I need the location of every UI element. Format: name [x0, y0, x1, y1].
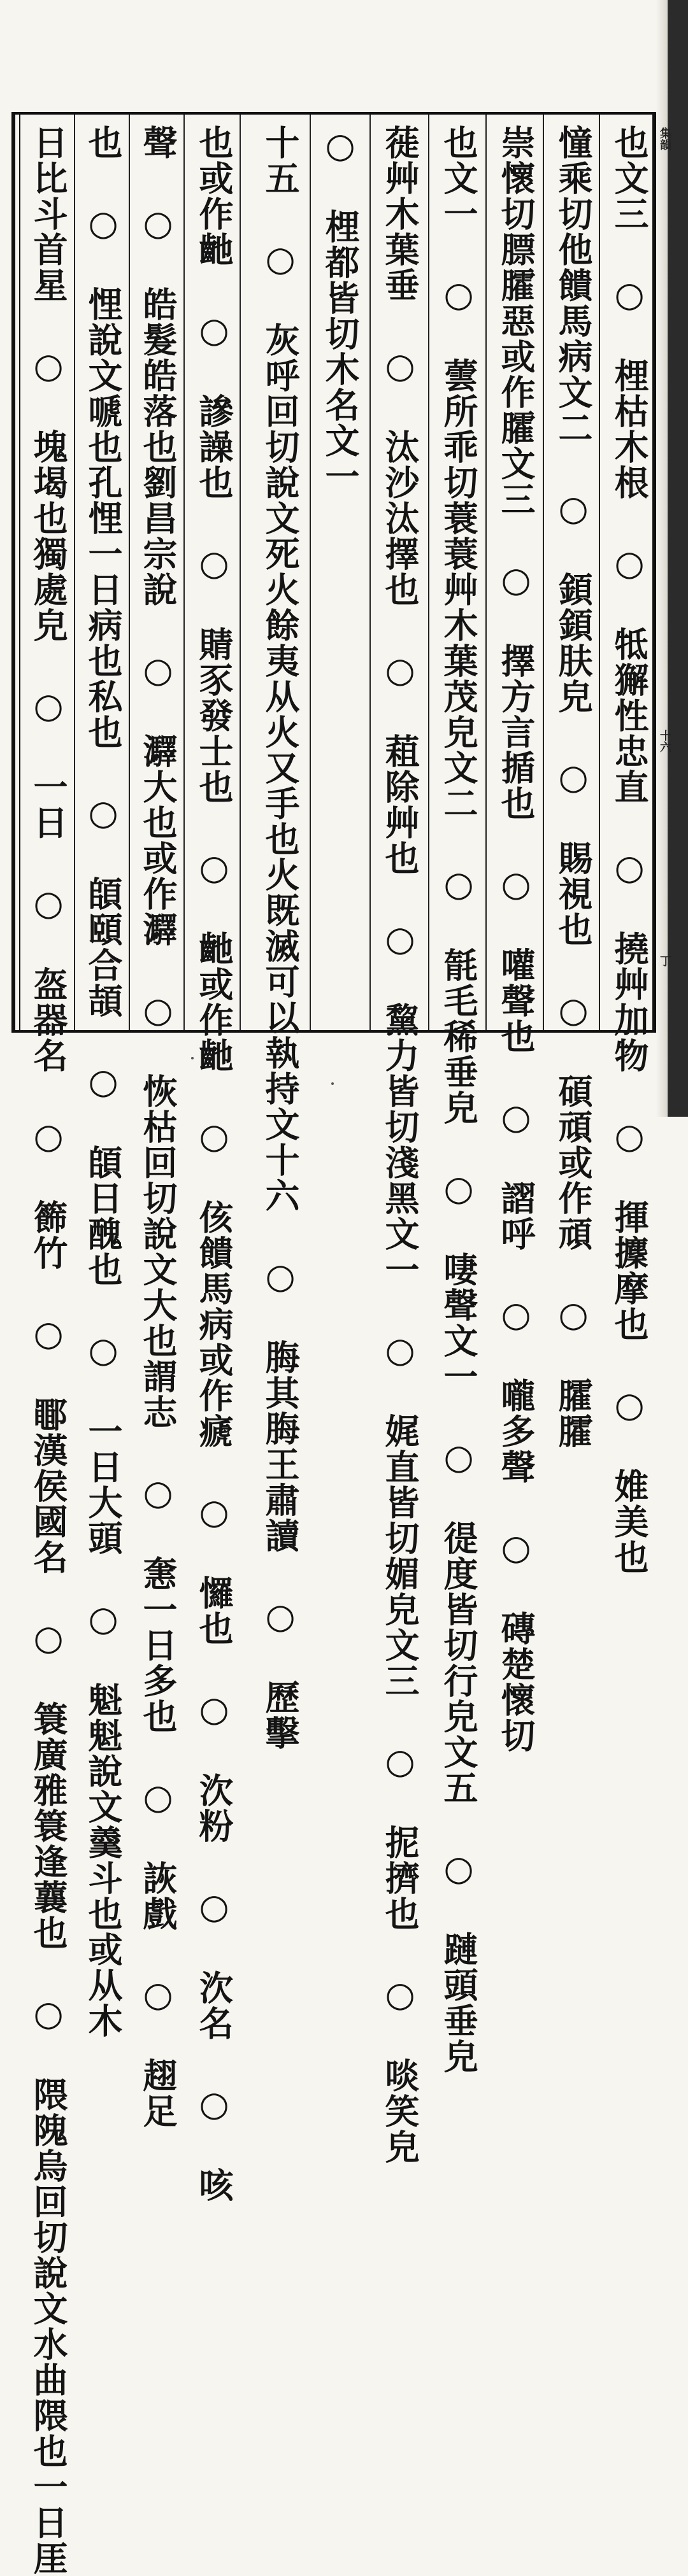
- text-column-8: [189, 125, 240, 2203]
- column-rule: [599, 115, 600, 1030]
- text-column-10: [78, 125, 129, 2039]
- scan-speck: [331, 1082, 334, 1085]
- text-column-11: [23, 125, 74, 2576]
- column-text: 崇懷切膘臛惡或作臛文三 ○ 擇方言揗也 ○ 嚾聲也 ○ 謵呼 ○ 嚨多聲 ○ 磚楚懷切: [496, 125, 536, 1753]
- column-text: 十五 ○ 灰呼回切說文死火餘夷从火又手也火既滅可以執持文十六 ○ 脢其脢王肅讀 ○ 歷擊: [260, 125, 301, 1751]
- text-column-7: [255, 125, 306, 1751]
- column-rule: [240, 115, 241, 1030]
- column-text: 也文三 ○ 梩枯木根 ○ 牴獬性忠直 ○ 撓艸加物 ○ 揮攈摩也 ○ 婎美也: [609, 125, 650, 1575]
- column-rule: [74, 115, 75, 1030]
- column-text: 也或作䶔 ○ 謲譟也 ○ 䝼豕發士也 ○ 䶔或作䶔 ○ 侅饋馬病或作㾷 ○ 㦬也 ○ 㳄粉 ○ 㳄名 ○ 咳: [194, 125, 234, 2203]
- text-column-9: [133, 125, 183, 2129]
- column-text: 聲 ○ 皓髮皓落也劉昌宗說 ○ 㶠大也或作㶠 ○ 恢枯回切說文大也謂志 ○ 㥣一日多也 ○ 詼戲 ○ 趐足: [138, 125, 178, 2129]
- text-column-2: [548, 125, 599, 1449]
- column-text: 蓰艸木葉垂 ○ 汰沙汰擇也 ○ 蒩除艸也 ○ 黧力皆切淺黑文一 ○ 娓直皆切媚皃文三 ○ 抳擠也 ○ 啖笑皃: [380, 125, 420, 2165]
- column-text: 也文一 ○ 蕓所乖切蓑蓑艸木葉茂皃文二 ○ 毻毛稀垂皃 ○ 啛聲文一 ○ 徥度皆切行皃文五 ○ 蹥頭垂皃: [438, 125, 479, 2074]
- frame-left-border: [11, 112, 15, 1033]
- text-column-4: [433, 125, 484, 2074]
- text-column-1: [604, 125, 655, 1575]
- page-edge: [668, 0, 688, 1117]
- column-rule: [369, 115, 371, 1030]
- text-column-5: [375, 125, 426, 2165]
- column-rule: [543, 115, 544, 1030]
- frame-left-inner-border: [19, 112, 20, 1033]
- text-column-6: [315, 125, 366, 1023]
- column-text: 也 ○ 悝說文嗁也孔悝一日病也私也 ○ 頧頤合頡 ○ 頧日醜也 ○ 一日大頭 ○ 魁魁說文羹斗也或从木: [83, 125, 124, 2039]
- column-rule: [183, 115, 185, 1030]
- banxin-title: 集韻: [658, 127, 671, 150]
- column-rule: [485, 115, 487, 1030]
- text-column-3: [491, 125, 541, 1753]
- banxin-bottom-mark: 丁: [658, 955, 671, 966]
- column-text: ○ 梩都皆切木名文一: [320, 125, 361, 494]
- column-text: 憧乘切他饋馬病文二 ○ 顉顉肤皃 ○ 賜視也 ○ 碩頑或作頑 ○ 臛臛: [553, 125, 594, 1449]
- column-text: 日比斗首星 ○ 塊堨也獨處皃 ○ 一日 ○ 盔器名 ○ 籂竹 ○ 鄳漢侯國名 ○ 簑廣雅簑逢蘘也 ○ 隈隗烏回切說文水曲隈也一日厓: [28, 125, 69, 2576]
- banxin-page-number: 十六: [658, 730, 671, 753]
- column-rule: [428, 115, 429, 1030]
- scan-speck: [191, 1057, 194, 1059]
- column-rule: [310, 115, 311, 1030]
- column-rule: [129, 115, 130, 1030]
- page-edge-shadow: [656, 0, 671, 1117]
